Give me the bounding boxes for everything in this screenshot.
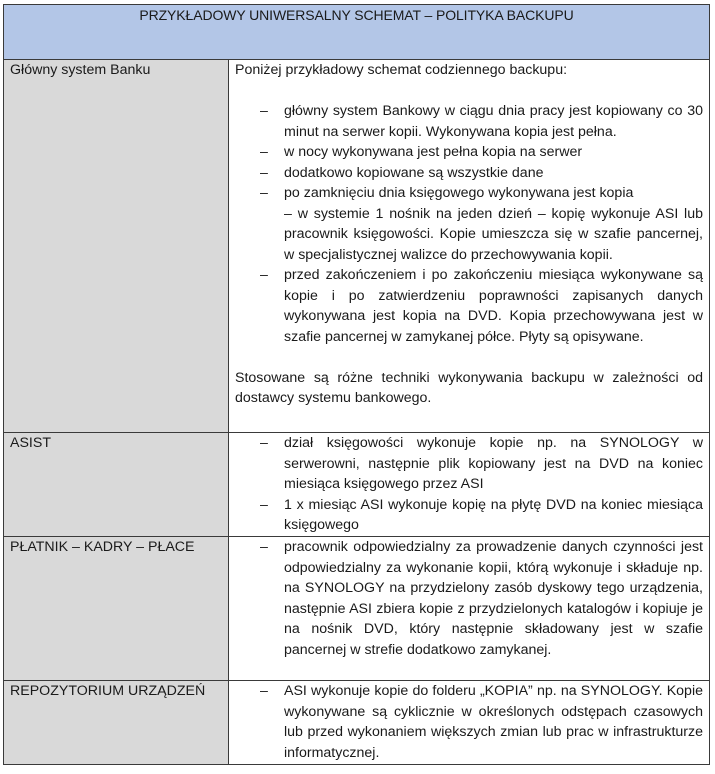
list-item: – dodatkowo kopiowane są wszystkie dane [235,163,703,184]
list-item: – w nocy wykonywana jest pełna kopia na serwer [235,142,703,163]
dash-mark: – [260,539,268,555]
list-item-subtext: – w systemie 1 nośnik na jeden dzień – kopię wykonuje ASI lub pracownik księgowości. Kopie umieszcza się w szafie pancernej, w specjalistycznej walizce do przechowywania kopii. [284,205,703,263]
list-item: – przed zakończeniem i po zakończeniu miesiąca wykonywane są kopie i po zatwierdzeniu poprawności zapisanych danych wykonywana jest kopia na DVD. Kopia przechowywana jest w szafie pancernej w zamykanej półce. Płyty są opisywane. [235,265,703,347]
row-label: PŁATNIK – KADRY – PŁACE [4,537,229,681]
outro-text: Stosowane są różne techniki wykonywania backupu w zależności od dostawcy systemu bankowego. [235,369,703,406]
table-row-asist [4,433,710,537]
backup-policy-table [3,4,710,765]
table-row-main-system [4,60,710,433]
list-item: – ASI wykonuje kopie do folderu „KOPIA” np. na SYNOLOGY. Kopie wykonywane są cyklicznie w określonych odstępach czasowych lub przed wykonaniem większych zmian lub prac w infrastrukturze informatycznej. [235,681,703,763]
dash-mark: – [260,435,268,451]
bullet-list [235,681,703,763]
list-item: – główny system Bankowy w ciągu dnia pracy jest kopiowany co 30 minut na serwer kopii. Wykonywana kopia jest pełna. [235,101,703,142]
row-content [229,433,710,537]
row-content [229,537,710,681]
list-item: – po zamknięciu dnia księgowego wykonywana jest kopia – w systemie 1 nośnik na jeden dzień – kopię wykonuje ASI lub pracownik księgowości. Kopie umieszcza się w szafie pancernej, w specjalistycznej walizce do przechowywania kopii. [235,183,703,265]
table-title: PRZYKŁADOWY UNIWERSALNY SCHEMAT – POLITYKA BACKUPU [4,5,710,60]
row-label: REPOZYTORIUM URZĄDZEŃ [4,681,229,765]
row-content [229,681,710,765]
dash-mark: – [260,164,268,181]
list-item: – pracownik odpowiedzialny za prowadzenie danych czynności jest odpowiedzialny za wykonanie kopii, którą wykonuje i składuje np. na SYNOLOGY na przydzielony zasób dyskowy tego urządzenia, następnie ASI zbiera kopie z przydzielonych katalogów i kopiuje je na nośnik DVD, który następnie składowany jest w szafie pancernej w strefie dodatkowo zamykanej. [235,537,703,660]
bullet-list [235,433,703,536]
table-row-payroll [4,537,710,681]
row-label: Główny system Banku [4,60,229,433]
dash-mark: – [260,185,268,201]
row-content [229,60,710,433]
table-row-device-repository [4,681,710,765]
row-label: ASIST [4,433,229,537]
dash-mark: – [260,496,268,513]
bullet-list [235,101,703,347]
dash-mark: – [260,683,268,699]
dash-mark: – [260,267,268,283]
dash-mark: – [260,144,268,160]
intro-text: Poniżej przykładowy schemat codziennego backupu: [235,62,568,78]
bullet-list [235,537,703,660]
title-row [4,5,710,60]
dash-mark: – [260,103,268,119]
list-item: – 1 x miesiąc ASI wykonuje kopię na płytę DVD na koniec miesiąca księgowego [235,495,703,536]
list-item: – dział księgowości wykonuje kopie np. na SYNOLOGY w serwerowni, następnie plik kopiowany jest na DVD na koniec miesiąca księgowego przez ASI [235,433,703,495]
